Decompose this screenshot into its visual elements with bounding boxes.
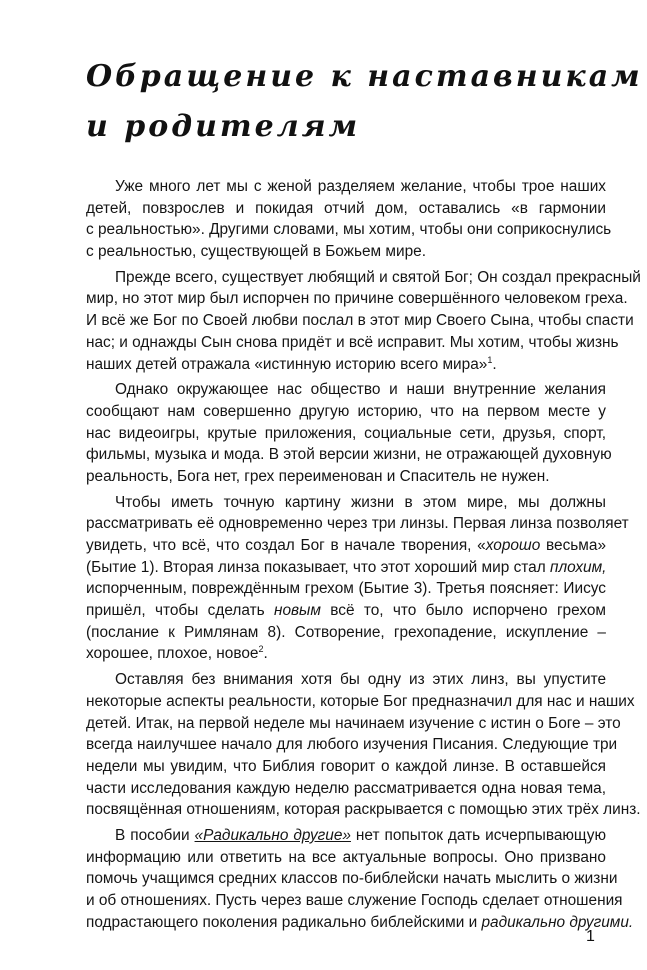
text-line: посвящённая отношениям, которая раскрывается с помощью этих трёх линз. xyxy=(86,801,641,819)
text-line: с реальностью». Другими словами, мы хотим, чтобы они соприкоснулись xyxy=(86,221,612,239)
text-fragment: нет попыток дать исчерпывающую xyxy=(350,826,607,844)
text-line: и об отношениях. Пусть через ваше служение Господь сделает отношения xyxy=(86,892,623,909)
text-line: Прежде всего, существует любящий и святой Бог; Он создал прекрасный xyxy=(115,268,641,286)
text-line: хорошее, плохое, новое$^2$. xyxy=(86,644,268,663)
paragraph-6 xyxy=(86,825,634,933)
text-line: фильмы, музыка и мода. В этой версии жизни, не отражающей духовную xyxy=(86,446,612,464)
text-line xyxy=(86,557,606,579)
title-line-1: Обращение к наставникам xyxy=(86,59,643,94)
text-line xyxy=(86,600,606,622)
footnote-marker: 1 xyxy=(487,354,493,365)
text-line: детей, повзрослев и покидая отчий дом, оставались «в гармонии xyxy=(86,199,606,217)
text-line xyxy=(86,912,634,934)
footnote-marker: 2 xyxy=(258,644,264,655)
text-line: наших детей отражала «истинную историю всего мира»$^1$. xyxy=(86,354,497,373)
text-fragment: подрастающего поколения радикально библейскими и xyxy=(86,913,482,931)
text-fragment: пришёл, чтобы сделать xyxy=(86,602,274,620)
text-fragment: хорошее, плохое, новое xyxy=(86,645,259,663)
text-line: Чтобы иметь точную картину жизни в этом мире, мы должны xyxy=(115,493,606,511)
paragraph-5 xyxy=(86,669,641,821)
paragraph-2 xyxy=(86,267,641,375)
text-line: всегда наилучшее начало для любого изучения Писания. Следующие три xyxy=(86,736,618,754)
page-number: 1 xyxy=(586,928,595,945)
text-line: некоторые аспекты реальности, которые Бог предназначил для нас и наших xyxy=(86,692,635,710)
text-line: мир, но этот мир был испорчен по причине совершённого человеком греха. xyxy=(86,290,628,308)
title-line-2: и родителям xyxy=(86,109,361,144)
text-line xyxy=(86,535,606,557)
paragraph-1 xyxy=(86,176,612,263)
paragraph-3 xyxy=(86,379,612,487)
text-fragment: наших детей отражала «истинную историю всего мира» xyxy=(86,355,488,373)
text-line: нас; и однажды Сын снова придёт и всё исправит. Мы хотим, чтобы жизнь xyxy=(86,333,619,351)
text-line: (послание к Римлянам 8). Сотворение, грехопадение, искупление – xyxy=(86,623,606,641)
text-fragment: всё то, что было испорчено грехом xyxy=(320,602,606,620)
text-line: рассматривать её одновременно через три линзы. Первая линза позволяет xyxy=(86,515,629,533)
text-line: недели мы увидим, что Библия говорит о каждой линзе. В оставшейся xyxy=(86,757,606,775)
italic-text: новым xyxy=(273,602,321,620)
text-line: информацию или ответить на все актуальные вопросы. Оно призвано xyxy=(86,848,606,866)
text-line: испорченным, повреждённым грехом (Бытие 3). Третья поясняет: Иисус xyxy=(86,580,606,598)
text-line: части исследования каждую неделю рассматривается одна новая тема, xyxy=(86,779,606,797)
text-line xyxy=(86,825,606,847)
text-line: помочь учащимся средних классов по-библейски начать мыслить о жизни xyxy=(86,870,618,888)
italic-text: радикально другими. xyxy=(481,913,634,931)
text-fragment: увидеть, что всё, что создал Бог в начале творения, « xyxy=(86,537,486,554)
italic-text: хорошо xyxy=(485,537,541,554)
text-line: сообщают нам совершенно другую историю, что на первом месте у xyxy=(86,402,606,420)
text-fragment: В пособии xyxy=(115,826,195,844)
text-line: И всё же Бог по Своей любви послал в этот мир Своего Сына, чтобы спасти xyxy=(86,312,634,330)
text-fragment: весьма» xyxy=(540,537,606,554)
text-line: Однако окружающее нас общество и наши внутренние желания xyxy=(115,381,606,399)
text-line: Оставляя без внимания хотя бы одну из этих линз, вы упустите xyxy=(115,671,606,689)
text-line: нас видеоигры, крутые приложения, социальные сети, друзья, спорт, xyxy=(86,424,606,442)
text-line: детей. Итак, на первой неделе мы начинаем изучение с истин о Боге – это xyxy=(86,714,621,732)
text-line: Уже много лет мы с женой разделяем желание, чтобы трое наших xyxy=(115,178,606,195)
book-title-link: «Радикально другие» xyxy=(194,826,351,844)
text-line: реальность, Бога нет, грех переименован и Спаситель не нужен. xyxy=(86,467,550,485)
text-fragment: (Бытие 1). Вторая линза показывает, что этот хороший мир стал xyxy=(86,558,550,576)
body-text xyxy=(86,176,641,933)
page-title xyxy=(86,52,643,152)
italic-text: плохим, xyxy=(549,558,607,576)
text-line: с реальностью, существующей в Божьем мире. xyxy=(86,243,426,261)
paragraph-4 xyxy=(86,492,629,666)
